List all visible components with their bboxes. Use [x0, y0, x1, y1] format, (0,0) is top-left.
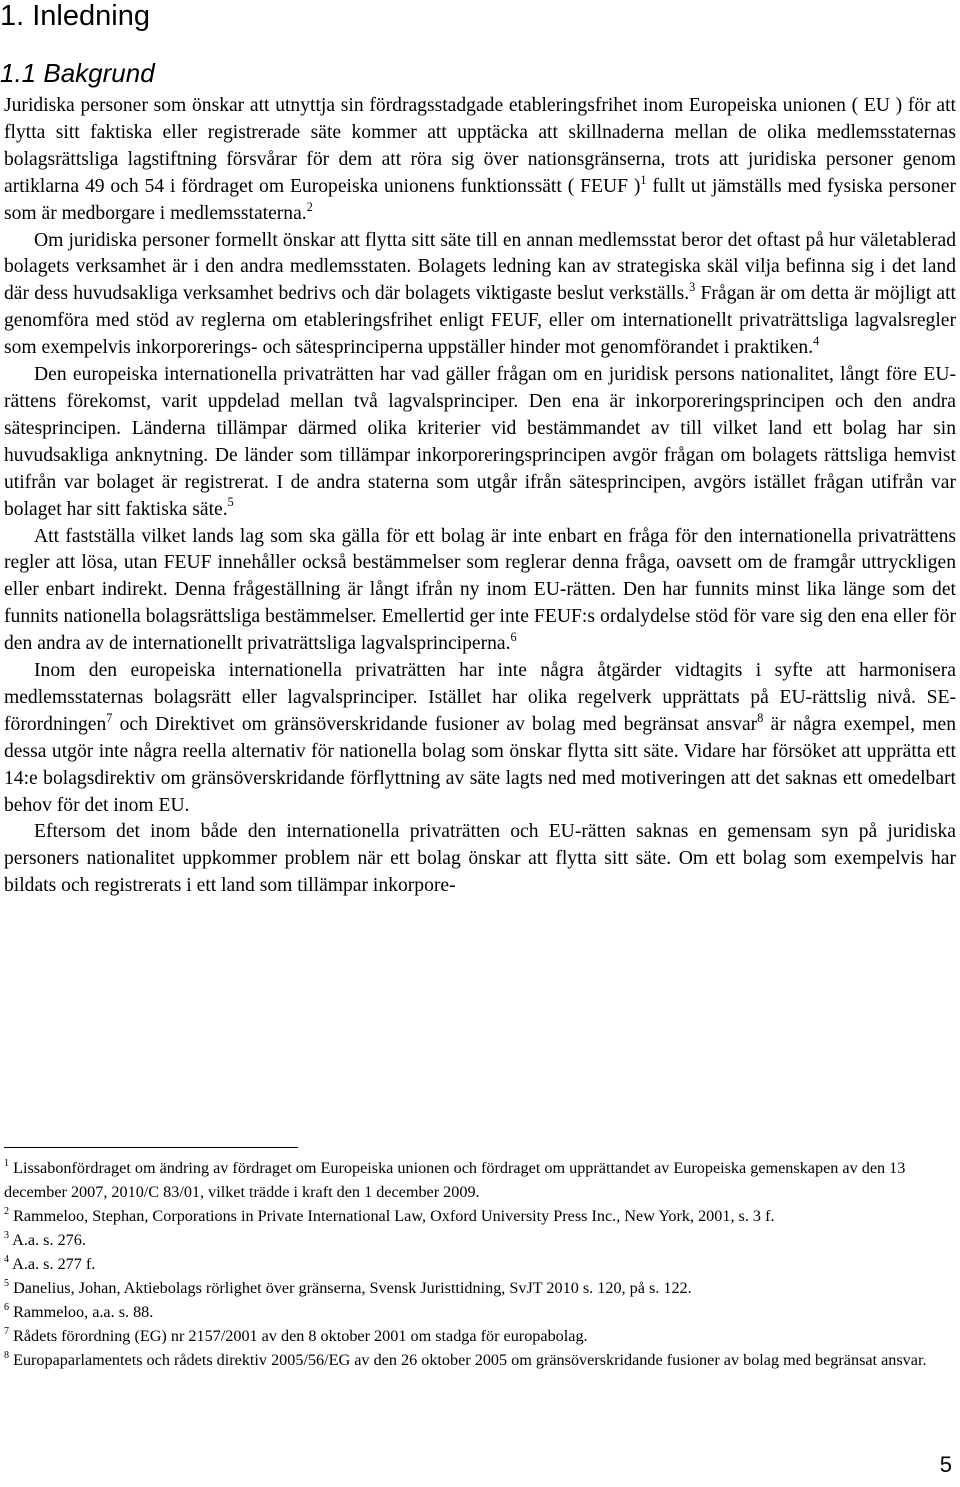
body-paragraph	[4, 228, 956, 363]
footnote-reference: 6	[510, 630, 517, 644]
body-paragraph	[4, 819, 956, 900]
footnotes	[4, 1156, 956, 1372]
paragraph-text: Den europeiska internationella privaträtten har vad gäller frågan om en juridisk persons nationalitet, långt före EU-rättens förekomst, varit uppdelad mellan två lagvalsprinciper. Den ena är inkorporeringsprincipen och den andra sätesprincipen. Länderna tillämpar därmed olika kriterier vid bestämmandet av till vilket land ett bolag har sin huvudsakliga anknytning. De länder som tillämpar inkorporeringsprincipen avgör frågan om bolagets rättsliga hemvist utifrån var bolaget är registrerat. I de andra staterna som utgår ifrån sätesprincipen, avgörs istället frågan utifrån var bolaget har sitt faktiska säte.	[4, 364, 956, 520]
paragraph-text: och Direktivet om gränsöverskridande fusioner av bolag med begränsat ansvar	[112, 713, 758, 735]
footnote-reference: 2	[306, 199, 313, 214]
footnote-text: A.a. s. 276.	[12, 1231, 86, 1249]
body-paragraph	[4, 524, 956, 659]
footnote-reference: 3	[689, 280, 696, 295]
paragraph-text: Juridiska personer som önskar att utnyttja sin fördragsstadgade etableringsfrihet inom Europeiska unionen ( EU ) för att flytta sitt faktiska eller registrerade säte kommer att upptäcka att skillnaderna mellan de olika medlemsstaternas bolagsrättsliga lagstiftning försvårar för dem att röra sig över nationsgränserna, trots att juridiska personer genom artiklarna 49 och 54 i fördraget om Europeiska unionens funktionssätt ( FEUF )	[4, 95, 956, 197]
footnote	[4, 1348, 956, 1372]
body-paragraph	[4, 93, 956, 228]
footnote	[4, 1228, 956, 1252]
footnote-number: 6	[4, 1302, 10, 1314]
footnote-text: Rammeloo, Stephan, Corporations in Private International Law, Oxford University Press Inc., New York, 2001, s. 3 f.	[13, 1207, 775, 1225]
footnote	[4, 1204, 956, 1228]
paragraph-text: är några exempel, men dessa utgör inte några reella alternativ för nationella bolag som önskar flytta sitt säte. Vidare har försöket att upprätta ett 14:e bolagsdirektiv om gränsöverskridande förflyttning av säte lagts ned med motiveringen att det saknas ett omedelbart behov för det inom EU.	[4, 713, 956, 816]
footnote-reference: 5	[227, 495, 234, 510]
footnote-reference: 1	[640, 172, 647, 187]
footnote	[4, 1300, 956, 1324]
paragraph-text: Eftersom det inom både den internationella privaträtten och EU-rätten saknas en gemensam syn på juridiska personers nationalitet uppkommer problem när ett bolag önskar att flytta sitt säte. Om ett bolag som exempelvis har bildats och registrerats i ett land som tillämpar inkorpore-	[4, 821, 956, 897]
footnote-text: Lissabonfördraget om ändring av fördraget om Europeiska unionen och fördraget om upprättandet av Europeiska gemenskapen av den 13 december 2007, 2010/C 83/01, vilket trädde i kraft den 1 december 2009.	[4, 1159, 906, 1201]
paragraph-text: Inom den europeiska internationella privaträtten har inte några åtgärder vidtagits i syfte att harmonisera medlemsstaternas bolagsrätt eller lagvalsprinciper. Istället har olika regelverk upprättats på EU-rättslig nivå. SE-förordningen	[4, 660, 956, 735]
footnote-number: 8	[4, 1350, 10, 1362]
footnote-number: 2	[4, 1206, 10, 1218]
footnote-number: 1	[4, 1158, 10, 1170]
footnote-reference: 8	[757, 710, 764, 725]
footnote-number: 4	[4, 1254, 10, 1266]
footnote-divider	[4, 1147, 298, 1148]
paragraph-text: Frågan är om detta är möjligt att genomföra med stöd av reglerna om etableringsfrihet enligt FEUF, eller om internationellt privaträttsliga lagvalsregler som exempelvis inkorporerings- och sätesprinciperna uppställer hinder mot genomförandet i praktiken.	[4, 283, 956, 359]
footnote-number: 5	[4, 1278, 10, 1290]
footnote-number: 7	[4, 1326, 10, 1338]
paragraph-text: Om juridiska personer formellt önskar att flytta sitt säte till en annan medlemsstat beror det oftast på hur väletablerad bolagets verksamhet är i den andra medlemsstaten. Bolagets ledning kan av strategiska skäl vilja befinna sig i det land där dess huvudsakliga verksamhet bedrivs och där bolagets viktigaste beslut verkställs.	[4, 229, 956, 305]
footnote	[4, 1276, 956, 1300]
footnote-reference: 4	[813, 334, 820, 349]
body-paragraph	[4, 362, 956, 523]
paragraph-text: Att fastställa vilket lands lag som ska gälla för ett bolag är inte enbart en fråga för den internationella privaträttens regler att lösa, utan FEUF innehåller också bestämmelser som reglerar denna fråga, oavsett om de framgår uttryckligen eller enbart indirekt. Denna frågeställning är långt ifrån ny inom EU-rätten. Den har funnits minst lika länge som det funnits nationella bolagsrättsliga bestämmelser. Emellertid ger inte FEUF:s ordalydelse stöd för vare sig den ena eller för den andra av de internationellt privaträttsliga lagvalsprinciperna.	[4, 525, 956, 655]
page-number: 5	[939, 1452, 952, 1477]
footnote-text: Rammeloo, a.a. s. 88.	[13, 1303, 154, 1321]
footnote-number: 3	[4, 1230, 10, 1242]
section-heading: 1.1 Bakgrund	[0, 58, 155, 88]
footnote-reference: 7	[106, 710, 113, 725]
footnote	[4, 1324, 956, 1348]
paragraph-text: fullt ut jämställs med fysiska personer som är medborgare i medlemsstaterna.	[4, 175, 956, 224]
footnote-text: A.a. s. 277 f.	[12, 1255, 96, 1273]
chapter-heading: 1. Inledning	[0, 0, 150, 32]
footnote	[4, 1252, 956, 1276]
footnote-text: Europaparlamentets och rådets direktiv 2005/56/EG av den 26 oktober 2005 om gränsöverskridande fusioner av bolag med begränsat ansvar.	[13, 1351, 927, 1369]
footnote	[4, 1156, 956, 1204]
footnote-text: Danelius, Johan, Aktiebolags rörlighet över gränserna, Svensk Juristtidning, SvJT 2010 s. 120, på s. 122.	[13, 1279, 692, 1297]
body-paragraph	[4, 658, 956, 819]
body-text	[4, 93, 956, 900]
footnote-text: Rådets förordning (EG) nr 2157/2001 av den 8 oktober 2001 om stadga för europabolag.	[13, 1327, 588, 1345]
